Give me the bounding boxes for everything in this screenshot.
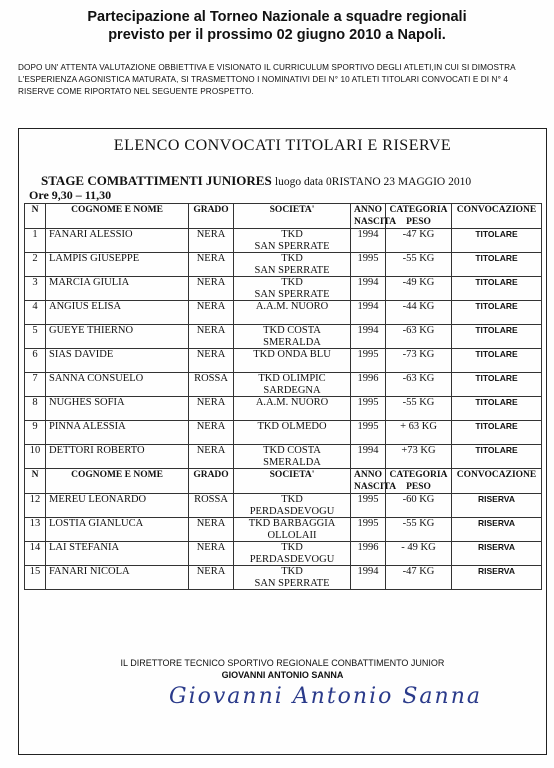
athlete-name: GUEYE THIERNO [46, 325, 189, 349]
athlete-weight-category: -47 KG [386, 566, 452, 590]
athlete-name: ANGIUS ELISA [46, 301, 189, 325]
athlete-grade: NERA [189, 277, 234, 301]
athlete-grade: NERA [189, 253, 234, 277]
athlete-grade: NERA [189, 325, 234, 349]
stage-hours: Ore 9,30 – 11,30 [29, 188, 112, 202]
athlete-convocation: TITOLARE [452, 421, 542, 445]
stage-label: STAGE COMBATTIMENTI JUNIORES [41, 173, 275, 188]
club-line-2: SAN SPERRATE [254, 264, 330, 276]
table-row [25, 421, 542, 445]
athlete-birth-year: 1995 [351, 349, 386, 373]
athlete-grade: NERA [189, 421, 234, 445]
athlete-convocation: TITOLARE [452, 445, 542, 469]
athlete-weight-category: -55 KG [386, 518, 452, 542]
athlete-club [234, 445, 351, 469]
stage-where: luogo data 0RISTANO 23 MAGGIO 2010 [274, 176, 472, 188]
intro-paragraph: DOPO UN' ATTENTA VALUTAZIONE OBBIETTIVA E VISIONATO IL CURRICULUM SPORTIVO DEGLI ATLETI,IN CUI SI DIMOSTRA L'ESPERIENZA AGONISTICA MATURATA, SI TRASMETTONO I NOMINATIVI DEI N° 10 ATLETI TITOLARI CONVOCATI E DI N° 4 RISERVE COME RIPORTATO NEL SEGUENTE PROSPETTO. [18, 63, 516, 96]
athlete-club [234, 277, 351, 301]
column-header: SOCIETA' [234, 204, 351, 229]
club-line-2: SMERALDA [263, 456, 321, 468]
club-line-2: PERDASDEVOGU [249, 553, 335, 565]
club-line-1: TKD [281, 253, 303, 264]
athlete-birth-year: 1995 [351, 253, 386, 277]
athlete-name: LAMPIS GIUSEPPE [46, 253, 189, 277]
athlete-convocation: RISERVA [452, 566, 542, 590]
column-header: COGNOME E NOME [46, 469, 189, 494]
club-line-2: SAN SPERRATE [254, 577, 330, 589]
athlete-weight-category: -44 KG [386, 301, 452, 325]
athlete-grade: NERA [189, 349, 234, 373]
table-header-row [25, 469, 542, 494]
column-header: GRADO [189, 469, 234, 494]
athlete-name: MEREU LEONARDO [46, 494, 189, 518]
column-header: N [25, 469, 46, 494]
athlete-grade: NERA [189, 301, 234, 325]
athlete-club [234, 421, 351, 445]
title-line-1: Partecipazione al Torneo Nazionale a squadre regionali [87, 9, 467, 25]
athlete-convocation: RISERVA [452, 542, 542, 566]
club-line-1: TKD OLIMPIC [258, 373, 326, 384]
athlete-number: 3 [25, 277, 46, 301]
athlete-name: LOSTIA GIANLUCA [46, 518, 189, 542]
club-line-2: SAN SPERRATE [254, 288, 330, 300]
club-line-1: TKD [281, 229, 303, 240]
athlete-weight-category: - 49 KG [386, 542, 452, 566]
document-title [0, 8, 554, 44]
athlete-grade: NERA [189, 542, 234, 566]
athlete-birth-year: 1996 [351, 542, 386, 566]
athlete-weight-category: -55 KG [386, 397, 452, 421]
athlete-grade: NERA [189, 518, 234, 542]
athlete-number: 7 [25, 373, 46, 397]
athlete-weight-category: + 63 KG [386, 421, 452, 445]
club-line-1: TKD [281, 494, 303, 505]
athlete-number: 5 [25, 325, 46, 349]
athlete-birth-year: 1996 [351, 373, 386, 397]
athlete-birth-year: 1994 [351, 277, 386, 301]
column-header: ANNO NASCITA [351, 469, 386, 494]
club-line-1: TKD [281, 566, 303, 577]
club-line-2: SMERALDA [263, 336, 321, 348]
column-header: CATEGORIA PESO [386, 469, 452, 494]
athlete-grade: NERA [189, 566, 234, 590]
column-header: ANNO NASCITA [351, 204, 386, 229]
athlete-birth-year: 1995 [351, 494, 386, 518]
athlete-convocation: TITOLARE [452, 397, 542, 421]
athlete-number: 12 [25, 494, 46, 518]
athlete-birth-year: 1994 [351, 325, 386, 349]
athlete-club [234, 349, 351, 373]
athlete-name: MARCIA GIULIA [46, 277, 189, 301]
athlete-weight-category: -55 KG [386, 253, 452, 277]
athlete-convocation: TITOLARE [452, 229, 542, 253]
athlete-convocation: RISERVA [452, 518, 542, 542]
athlete-convocation: RISERVA [452, 494, 542, 518]
athlete-weight-category: -73 KG [386, 349, 452, 373]
athlete-birth-year: 1995 [351, 518, 386, 542]
athlete-birth-year: 1995 [351, 421, 386, 445]
column-header: COGNOME E NOME [46, 204, 189, 229]
athlete-number: 9 [25, 421, 46, 445]
athlete-grade: ROSSA [189, 373, 234, 397]
athlete-birth-year: 1994 [351, 566, 386, 590]
signatory-name: GIOVANNI ANTONIO SANNA [221, 670, 344, 680]
title-line-2: previsto per il prossimo 02 giugno 2010 a Napoli. [108, 27, 446, 43]
handwritten-signature: Giovanni Antonio Sanna [169, 684, 482, 709]
athlete-name: DETTORI ROBERTO [46, 445, 189, 469]
club-line-1: TKD [281, 277, 303, 288]
table-row [25, 325, 542, 349]
club-line-1: TKD ONDA BLU [253, 349, 331, 360]
club-line-1: TKD COSTA [263, 325, 321, 336]
athlete-grade: NERA [189, 397, 234, 421]
athlete-weight-category: -49 KG [386, 277, 452, 301]
column-header: CATEGORIA PESO [386, 204, 452, 229]
athlete-number: 4 [25, 301, 46, 325]
athlete-name: LAI STEFANIA [46, 542, 189, 566]
athlete-name: NUGHES SOFIA [46, 397, 189, 421]
club-line-1: A.A.M. NUORO [255, 397, 329, 408]
athletes-table [24, 203, 542, 590]
stage-line [41, 173, 471, 189]
table-row [25, 277, 542, 301]
athlete-name: FANARI NICOLA [46, 566, 189, 590]
table-row [25, 253, 542, 277]
athlete-number: 14 [25, 542, 46, 566]
athlete-club [234, 542, 351, 566]
athlete-club [234, 253, 351, 277]
table-row [25, 445, 542, 469]
athlete-name: PINNA ALESSIA [46, 421, 189, 445]
column-header: CONVOCAZIONE [452, 469, 542, 494]
table-row [25, 397, 542, 421]
athlete-grade: NERA [189, 229, 234, 253]
athlete-name: SANNA CONSUELO [46, 373, 189, 397]
table-row [25, 542, 542, 566]
table-row [25, 566, 542, 590]
athlete-convocation: TITOLARE [452, 349, 542, 373]
athlete-number: 6 [25, 349, 46, 373]
athlete-convocation: TITOLARE [452, 325, 542, 349]
athlete-club [234, 518, 351, 542]
athlete-weight-category: -47 KG [386, 229, 452, 253]
athlete-birth-year: 1994 [351, 445, 386, 469]
athlete-number: 2 [25, 253, 46, 277]
club-line-1: A.A.M. NUORO [255, 301, 329, 312]
table-row [25, 229, 542, 253]
club-line-1: TKD [281, 542, 303, 553]
athlete-weight-category: -63 KG [386, 373, 452, 397]
athlete-weight-category: -63 KG [386, 325, 452, 349]
athlete-club [234, 373, 351, 397]
club-line-1: TKD COSTA [263, 445, 321, 456]
athlete-club [234, 301, 351, 325]
table-row [25, 301, 542, 325]
column-header: GRADO [189, 204, 234, 229]
club-line-2: SAN SPERRATE [254, 240, 330, 252]
athlete-club [234, 397, 351, 421]
column-header: SOCIETA' [234, 469, 351, 494]
club-line-1: TKD BARBAGGIA [248, 518, 336, 529]
athlete-club [234, 325, 351, 349]
athlete-club [234, 566, 351, 590]
column-header: CONVOCAZIONE [452, 204, 542, 229]
athlete-birth-year: 1995 [351, 397, 386, 421]
athlete-convocation: TITOLARE [452, 301, 542, 325]
club-line-2: SARDEGNA [263, 384, 321, 396]
athlete-grade: ROSSA [189, 494, 234, 518]
club-line-1: TKD OLMEDO [257, 421, 327, 432]
club-line-2: OLLOLAII [267, 529, 317, 541]
athlete-convocation: TITOLARE [452, 277, 542, 301]
athlete-birth-year: 1994 [351, 301, 386, 325]
athlete-number: 15 [25, 566, 46, 590]
athlete-name: FANARI ALESSIO [46, 229, 189, 253]
table-row [25, 349, 542, 373]
signature-block [19, 657, 546, 681]
convocation-frame [18, 128, 547, 755]
athlete-number: 13 [25, 518, 46, 542]
athlete-grade: NERA [189, 445, 234, 469]
athlete-club [234, 229, 351, 253]
athlete-birth-year: 1994 [351, 229, 386, 253]
athlete-number: 10 [25, 445, 46, 469]
athlete-weight-category: -60 KG [386, 494, 452, 518]
table-row [25, 494, 542, 518]
table-header-row [25, 204, 542, 229]
athlete-club [234, 494, 351, 518]
list-heading: ELENCO CONVOCATI TITOLARI E RISERVE [113, 137, 452, 154]
athlete-convocation: TITOLARE [452, 253, 542, 277]
athlete-name: SIAS DAVIDE [46, 349, 189, 373]
signatory-role: IL DIRETTORE TECNICO SPORTIVO REGIONALE CONBATTIMENTO JUNIOR [120, 658, 445, 668]
table-row [25, 373, 542, 397]
athlete-convocation: TITOLARE [452, 373, 542, 397]
athlete-number: 8 [25, 397, 46, 421]
table-row [25, 518, 542, 542]
club-line-2: PERDASDEVOGU [249, 505, 335, 517]
athletes-table-body [25, 204, 542, 590]
athlete-weight-category: +73 KG [386, 445, 452, 469]
athlete-number: 1 [25, 229, 46, 253]
column-header: N [25, 204, 46, 229]
